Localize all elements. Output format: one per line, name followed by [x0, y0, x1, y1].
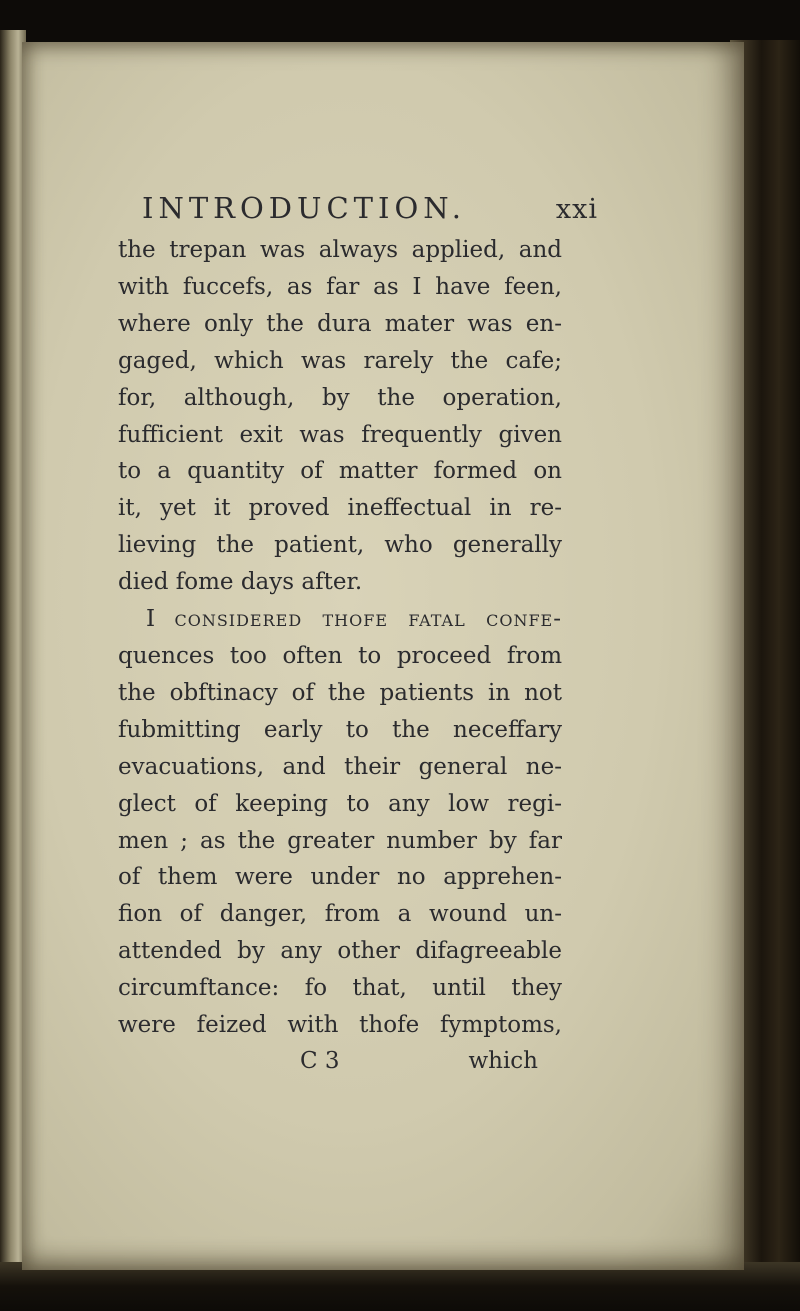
text-line: were feized with thofe fymptoms,	[118, 1012, 562, 1039]
text-line: lieving the patient, who generally	[118, 532, 562, 559]
text-line: glect of keeping to any low regi-	[118, 790, 562, 817]
text-line: died fome days after.	[118, 569, 363, 596]
text-line: evacuations, and their general ne-	[118, 753, 562, 780]
text-line: men ; as the greater number by far	[118, 827, 562, 854]
text-line: quences too often to proceed from	[118, 642, 562, 669]
page-footer	[298, 1044, 538, 1078]
text-line: fubmitting early to the neceffary	[118, 716, 562, 743]
text-line: of them were under no apprehen-	[118, 864, 562, 891]
text-line: fion of danger, from a wound un-	[118, 901, 562, 928]
paragraph-opening-text: considered thofe fatal confe-	[174, 606, 562, 633]
running-title: INTRODUCTION.	[142, 191, 466, 225]
text-line: with fuccefs, as far as I have feen,	[118, 273, 562, 300]
text-line: the obftinacy of the patients in not	[118, 679, 562, 706]
page-text	[96, 186, 598, 1078]
paragraph-opening-line	[118, 601, 562, 638]
text-line: it, yet it proved ineffectual in re-	[118, 495, 562, 522]
text-line: attended by any other difagreeable	[118, 938, 562, 965]
catchword: which	[468, 1047, 538, 1074]
text-line: circumftance: fo that, until they	[118, 975, 562, 1002]
paragraph-lead-letter: I	[146, 606, 156, 633]
page-number: xxi	[555, 194, 598, 225]
text-line: where only the dura mater was en-	[118, 310, 562, 337]
text-line: for, although, by the operation,	[118, 384, 562, 411]
text-line: the trepan was always applied, and	[118, 237, 562, 263]
text-line: fufficient exit was frequently given	[118, 421, 562, 448]
signature-mark: C 3	[300, 1047, 340, 1074]
text-line: to a quantity of matter formed on	[118, 458, 562, 485]
running-header	[142, 186, 598, 232]
text-line: gaged, which was rarely the cafe;	[118, 347, 562, 374]
